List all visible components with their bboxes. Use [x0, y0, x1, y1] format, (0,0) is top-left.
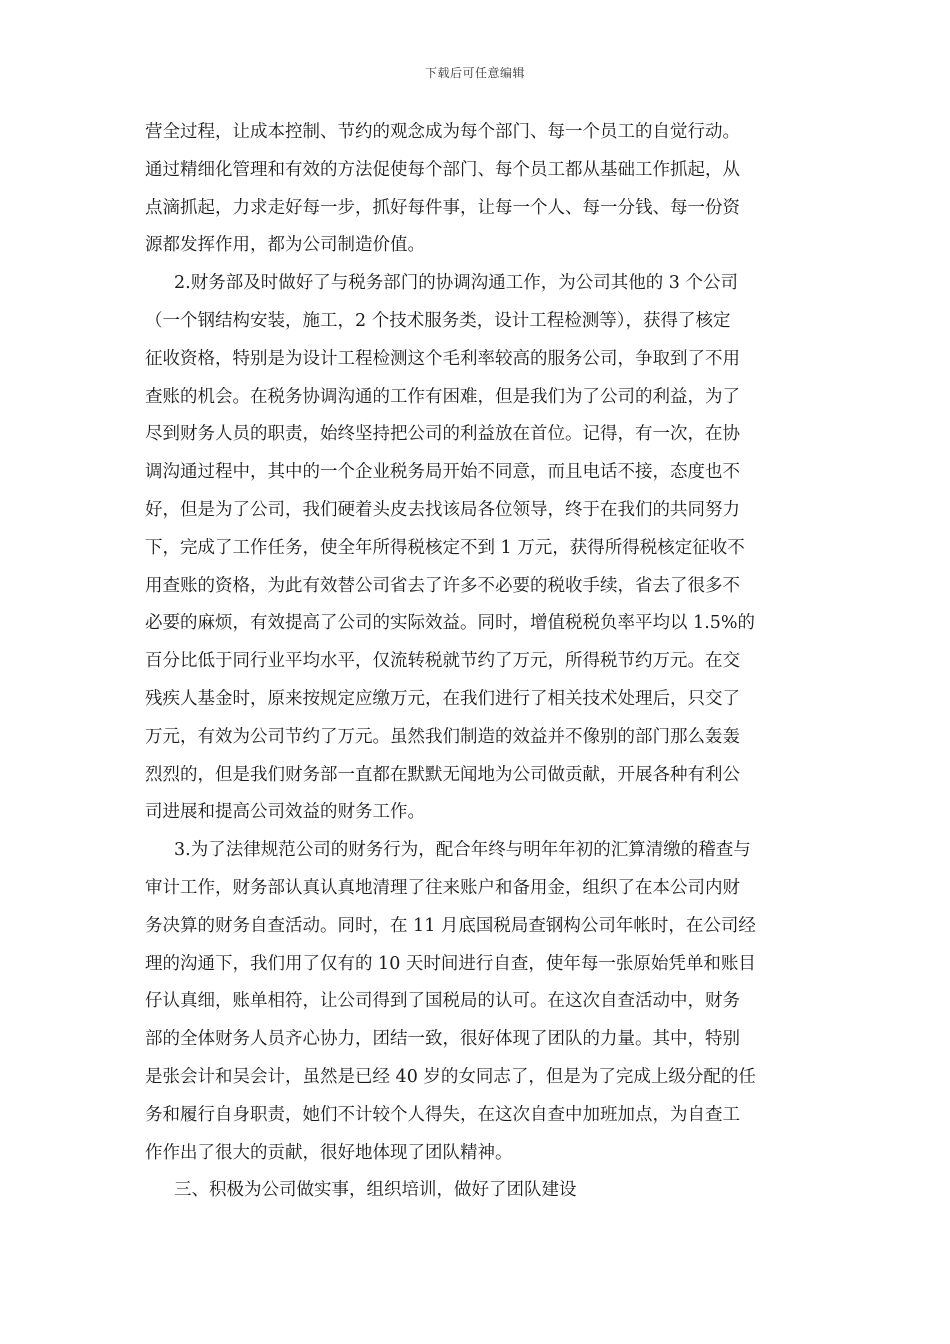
- text-line: 是张会计和吴会计，虽然是已经 40 岁的女同志了，但是为了完成上级分配的任: [145, 1066, 756, 1087]
- text-line: 必要的麻烦，有效提高了公司的实际效益。同时，增值税税负率平均以 1.5%的: [145, 613, 756, 634]
- text-line: 审计工作，财务部认真认真地清理了往来账户和备用金，组织了在本公司内财: [145, 877, 740, 898]
- text-line: 作作出了很大的贡献，很好地体现了团队精神。: [145, 1142, 513, 1163]
- page-header: 下载后可任意编辑: [424, 66, 525, 80]
- text-line: 万元，有效为公司节约了万元。虽然我们制造的效益并不像别的部门那么轰轰: [145, 726, 740, 747]
- text-line: 烈烈的，但是我们财务部一直都在默默无闻地为公司做贡献，开展各种有利公: [145, 764, 740, 785]
- text-line: 三、积极为公司做实事，组织培训，做好了团队建设: [174, 1180, 577, 1201]
- text-line: 下，完成了工作任务，使全年所得税核定不到 1 万元，获得所得税核定征收不: [145, 537, 745, 558]
- text-line: 务和履行自身职责，她们不计较个人得失，在这次自查中加班加点，为自查工: [145, 1104, 740, 1125]
- text-line: 3.为了法律规范公司的财务行为，配合年终与明年年初的汇算清缴的稽查与: [174, 840, 751, 861]
- document-body: [145, 114, 805, 1210]
- text-line: 理的沟通下，我们用了仅有的 10 天时间进行自查，使年每一张原始凭单和账目: [145, 953, 756, 974]
- text-line: 查账的机会。在税务协调沟通的工作有困难，但是我们为了公司的利益，为了: [145, 386, 740, 407]
- text-line: 务决算的财务自查活动。同时，在 11 月底国税局查钢构公司年帐时，在公司经: [145, 915, 756, 936]
- text-line: 百分比低于同行业平均水平，仅流转税就节约了万元，所得税节约万元。在交: [145, 651, 740, 672]
- text-line: 残疾人基金时，原来按规定应缴万元，在我们进行了相关技术处理后，只交了: [145, 688, 740, 709]
- text-line: 营全过程，让成本控制、节约的观念成为每个部门、每一个员工的自觉行动。: [145, 122, 740, 142]
- text-line: 2.财务部及时做好了与税务部门的协调沟通工作，为公司其他的 3 个公司: [174, 273, 738, 294]
- text-line: 调沟通过程中，其中的一个企业税务局开始不同意，而且电话不接，态度也不: [145, 462, 740, 483]
- text-line: 仔认真细，账单相符，让公司得到了国税局的认可。在这次自查活动中，财务: [145, 991, 740, 1012]
- text-line: 通过精细化管理和有效的方法促使每个部门、每个员工都从基础工作抓起，从: [145, 159, 740, 180]
- text-line: 好，但是为了公司，我们硬着头皮去找该局各位领导，终于在我们的共同努力: [145, 499, 740, 520]
- text-line: 点滴抓起，力求走好每一步，抓好每件事，让每一个人、每一分钱、每一份资: [145, 197, 740, 218]
- text-line: 征收资格，特别是为设计工程检测这个毛利率较高的服务公司，争取到了不用: [145, 348, 740, 369]
- text-line: 司进展和提高公司效益的财务工作。: [145, 802, 425, 823]
- text-line: 部的全体财务人员齐心协力，团结一致，很好体现了团队的力量。其中，特别: [145, 1029, 740, 1050]
- text-line: 源都发挥作用，都为公司制造价值。: [145, 235, 425, 256]
- text-line: （一个钢结构安装，施工，2 个技术服务类，设计工程检测等），获得了核定: [145, 310, 731, 331]
- text-line: 用查账的资格，为此有效替公司省去了许多不必要的税收手续，省去了很多不: [145, 575, 740, 596]
- text-line: 尽到财务人员的职责，始终坚持把公司的利益放在首位。记得，有一次，在协: [145, 424, 740, 445]
